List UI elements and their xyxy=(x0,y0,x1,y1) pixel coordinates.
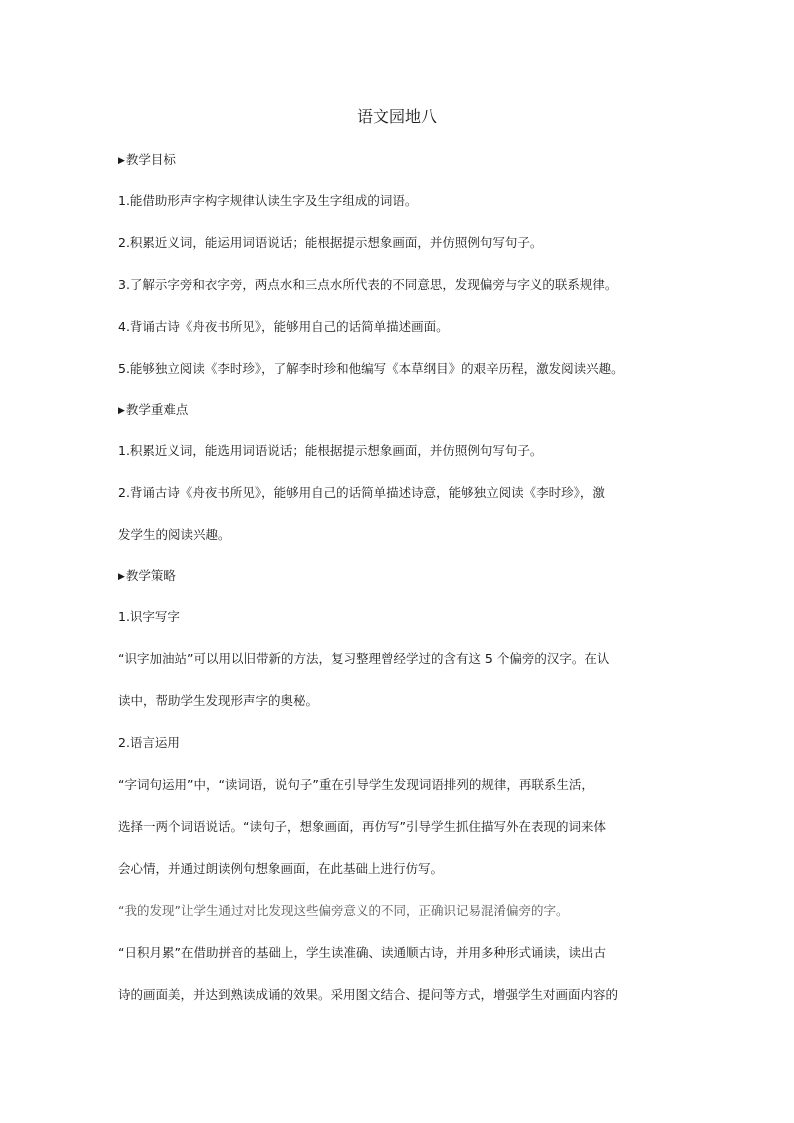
paragraph: 3.了解示字旁和衣字旁，两点水和三点水所代表的不同意思，发现偏旁与字义的联系规律。 xyxy=(118,277,618,292)
paragraph: 选择一两个词语说话。“读句子，想象画面，再仿写”引导学生抓住描写外在表现的词来体 xyxy=(118,819,606,834)
triangle-right-icon: ▶ xyxy=(118,156,125,166)
triangle-right-icon: ▶ xyxy=(118,572,125,582)
page-title: 语文园地八 xyxy=(356,107,437,126)
paragraph: 1.能借助形声字构字规律认读生字及生字组成的词语。 xyxy=(118,193,418,208)
triangle-right-icon: ▶ xyxy=(118,406,125,416)
paragraph: 发学生的阅读兴趣。 xyxy=(118,527,231,542)
paragraph: 5.能够独立阅读《李时珍》，了解李时珍和他编写《本草纲目》的艰辛历程，激发阅读兴趣。 xyxy=(118,361,624,376)
paragraph: “识字加油站”可以用以旧带新的方法，复习整理曾经学过的含有这 5 个偏旁的汉字。在认 xyxy=(118,651,610,666)
section-heading-key-points: ▶教学重难点 xyxy=(118,401,188,420)
paragraph: 读中，帮助学生发现形声字的奥秘。 xyxy=(118,693,319,708)
paragraph: 4.背诵古诗《舟夜书所见》，能够用自己的话简单描述画面。 xyxy=(118,319,449,334)
section-heading-goals: ▶教学目标 xyxy=(118,151,176,170)
section-heading-strategy: ▶教学策略 xyxy=(118,567,176,586)
paragraph: 1.积累近义词，能选用词语说话；能根据提示想象画面，并仿照例句写句子。 xyxy=(118,443,543,458)
paragraph: “字词句运用”中，“读词语，说句子”重在引导学生发现词语排列的规律，再联系生活， xyxy=(118,777,594,792)
paragraph: 2.积累近义词，能运用词语说话；能根据提示想象画面，并仿照例句写句子。 xyxy=(118,235,543,250)
paragraph: 会心情，并通过朗读例句想象画面，在此基础上进行仿写。 xyxy=(118,861,444,876)
paragraph: 2.语言运用 xyxy=(118,735,180,750)
paragraph: “日积月累”在借助拼音的基础上，学生读准确、读通顺古诗，并用多种形式诵读，读出古 xyxy=(118,945,606,960)
paragraph: “我的发现”让学生通过对比发现这些偏旁意义的不同，正确识记易混淆偏旁的字。 xyxy=(118,903,569,918)
paragraph: 诗的画面美，并达到熟读成诵的效果。采用图文结合、提问等方式，增强学生对画面内容的 xyxy=(118,987,619,1002)
paragraph: 2.背诵古诗《舟夜书所见》，能够用自己的话简单描述诗意，能够独立阅读《李时珍》，激 xyxy=(118,485,605,500)
paragraph: 1.识字写字 xyxy=(118,609,180,624)
